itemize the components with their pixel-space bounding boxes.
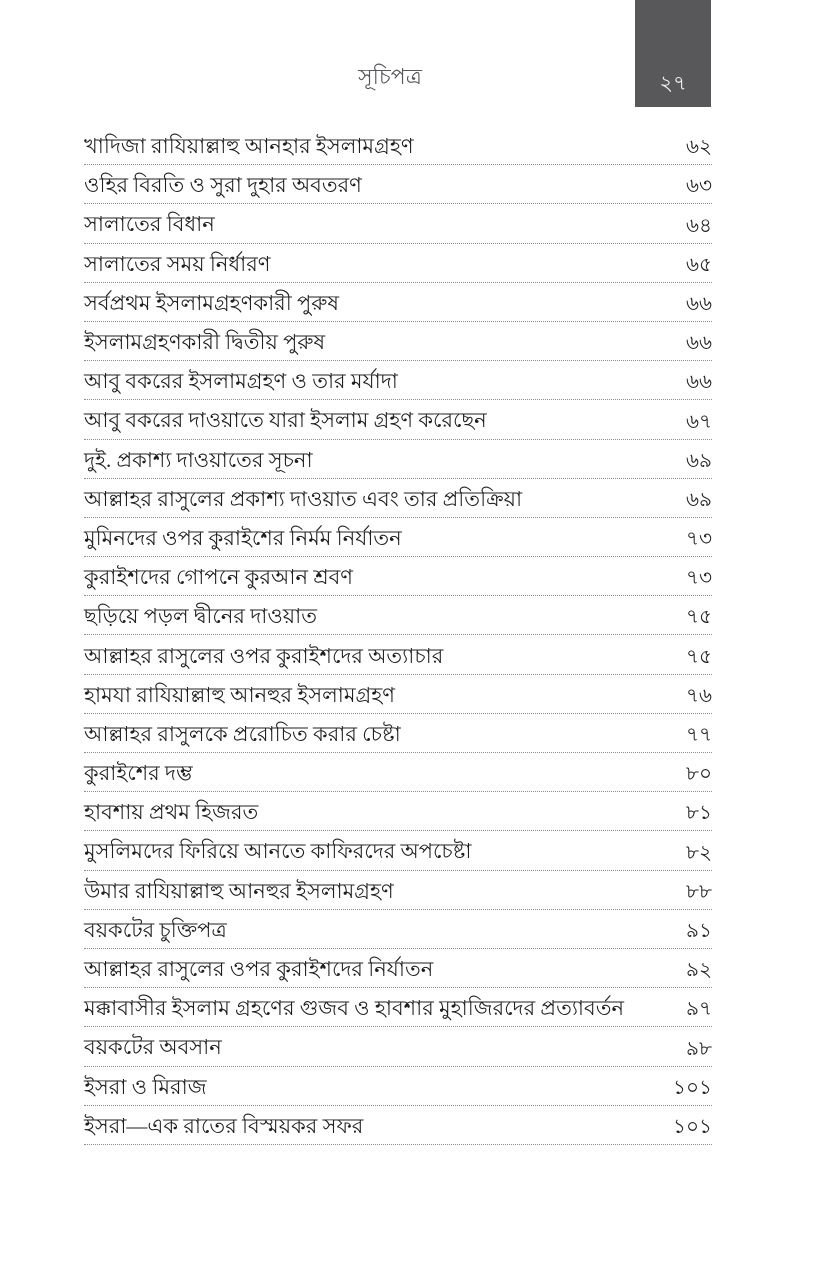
- toc-entry-page: ৬২: [685, 136, 712, 159]
- toc-entry: [84, 1027, 712, 1066]
- toc-entry-title: মক্কাবাসীর ইসলাম গ্রহণের গুজব ও হাবশার মুহাজিরদের প্রত্যাবর্তন: [84, 996, 624, 1021]
- toc-entry-page: ৭৭: [685, 724, 712, 746]
- toc-entry: [84, 1106, 712, 1145]
- toc-entry-title: ইসরা ও মিরাজ: [84, 1074, 207, 1099]
- toc-entry-title: ইসলামগ্রহণকারী দ্বিতীয় পুরুষ: [84, 330, 326, 355]
- toc-entry-title: আল্লাহর রাসুলের প্রকাশ্য দাওয়াত এবং তার প্রতিক্রিয়া: [84, 486, 523, 511]
- toc-entry: [84, 596, 712, 635]
- toc-entry-title: উমার রাযিয়াল্লাহু আনহুর ইসলামগ্রহণ: [84, 878, 394, 903]
- toc-entry-title: আল্লাহর রাসুলের ওপর কুরাইশদের অত্যাচার: [84, 643, 444, 668]
- toc-entry-page: ৬৬: [685, 371, 712, 394]
- toc-entry: [84, 204, 712, 243]
- toc-entry-title: কুরাইশের দম্ভ: [84, 761, 193, 786]
- toc-entry-title: সালাতের বিধান: [84, 212, 215, 237]
- toc-entry-page: ৬৭: [685, 410, 712, 433]
- toc-entry-page: ১০১: [673, 1076, 712, 1099]
- toc-entry-page: ৭৫: [686, 645, 712, 668]
- toc-entry-page: ৮১: [686, 802, 712, 825]
- toc-entry: [84, 518, 712, 557]
- toc-entry: [84, 165, 712, 204]
- toc-entry: [84, 635, 712, 674]
- toc-entry-page: ৯১: [686, 919, 712, 942]
- page-number: ২৭: [659, 71, 687, 95]
- toc-entry: [84, 831, 712, 870]
- toc-entry: [84, 675, 712, 714]
- toc-entry: [84, 322, 712, 361]
- toc-entry-page: ৬৩: [685, 175, 712, 198]
- toc-entry-title: সর্বপ্রথম ইসলামগ্রহণকারী পুরুষ: [84, 290, 339, 315]
- toc-entry: [84, 871, 712, 910]
- toc-entry-page: ৬৪: [686, 214, 712, 237]
- toc-entry-page: ৯২: [686, 959, 712, 982]
- toc-entry-title: মুসলিমদের ফিরিয়ে আনতে কাফিরদের অপচেষ্টা: [84, 839, 472, 864]
- toc-entry: [84, 479, 712, 518]
- toc-entry: [84, 244, 712, 283]
- toc-entry: [84, 557, 712, 596]
- toc-entry-title: বয়কটের চুক্তিপত্র: [84, 917, 227, 942]
- toc-entry: [84, 440, 712, 479]
- page-title: সূচিপত্র: [358, 64, 422, 89]
- toc-entry-page: ৭৬: [685, 684, 712, 707]
- toc-entry: [84, 714, 712, 753]
- toc-entry-title: হাবশায় প্রথম হিজরত: [84, 800, 259, 825]
- toc-entry: [84, 753, 712, 792]
- toc-entry: [84, 1067, 712, 1106]
- toc-entry-page: ৬৬: [685, 292, 712, 315]
- toc-entry-page: ৮০: [686, 763, 712, 786]
- toc-entry-title: আবু বকরের দাওয়াতে যারা ইসলাম গ্রহণ করেছেন: [84, 408, 487, 433]
- toc-entry-page: ৮৮: [686, 880, 712, 903]
- toc-entry-title: কুরাইশদের গোপনে কুরআন শ্রবণ: [84, 565, 353, 590]
- toc-entry-page: ৬৫: [686, 253, 712, 276]
- table-of-contents: [84, 126, 712, 1145]
- toc-entry: [84, 126, 712, 165]
- toc-entry-title: ইসরা—এক রাতের বিস্ময়কর সফর: [84, 1113, 364, 1138]
- toc-entry-title: সালাতের সময় নির্ধারণ: [84, 251, 271, 276]
- toc-entry-page: ৭৩: [685, 528, 712, 551]
- toc-entry-title: মুমিনদের ওপর কুরাইশের নির্মম নির্যাতন: [84, 525, 402, 550]
- toc-entry-page: ৬৯: [686, 449, 712, 472]
- toc-entry-title: খাদিজা রাযিয়াল্লাহু আনহার ইসলামগ্রহণ: [84, 134, 414, 159]
- toc-entry-page: ১০১: [673, 1115, 712, 1138]
- toc-entry: [84, 988, 712, 1027]
- toc-entry-page: ৭৩: [685, 567, 712, 590]
- toc-entry: [84, 400, 712, 439]
- toc-entry-title: ছড়িয়ে পড়ল দ্বীনের দাওয়াত: [84, 604, 317, 629]
- toc-entry-page: ৬৯: [686, 488, 712, 511]
- toc-entry: [84, 792, 712, 831]
- toc-entry: [84, 949, 712, 988]
- toc-entry-title: আল্লাহর রাসুলের ওপর কুরাইশদের নির্যাতন: [84, 957, 434, 982]
- toc-entry-page: ৭৫: [686, 606, 712, 629]
- toc-entry: [84, 910, 712, 949]
- toc-entry-title: আল্লাহর রাসুলকে প্ররোচিত করার চেষ্টা: [84, 721, 401, 746]
- toc-entry-title: ওহির বিরতি ও সুরা দুহার অবতরণ: [84, 173, 362, 198]
- toc-entry-page: ৬৬: [685, 332, 712, 355]
- page-number-box: [635, 0, 711, 107]
- toc-entry: [84, 283, 712, 322]
- toc-entry-title: বয়কটের অবসান: [84, 1035, 222, 1060]
- toc-entry-title: আবু বকরের ইসলামগ্রহণ ও তার মর্যাদা: [84, 369, 398, 394]
- toc-entry-page: ৮২: [686, 841, 712, 864]
- toc-entry-page: ৯৭: [686, 998, 712, 1021]
- toc-entry-title: হামযা রাযিয়াল্লাহু আনহুর ইসলামগ্রহণ: [84, 682, 396, 707]
- toc-entry-title: দুই. প্রকাশ্য দাওয়াতের সূচনা: [84, 447, 313, 472]
- toc-entry: [84, 361, 712, 400]
- toc-entry-page: ৯৮: [686, 1037, 712, 1060]
